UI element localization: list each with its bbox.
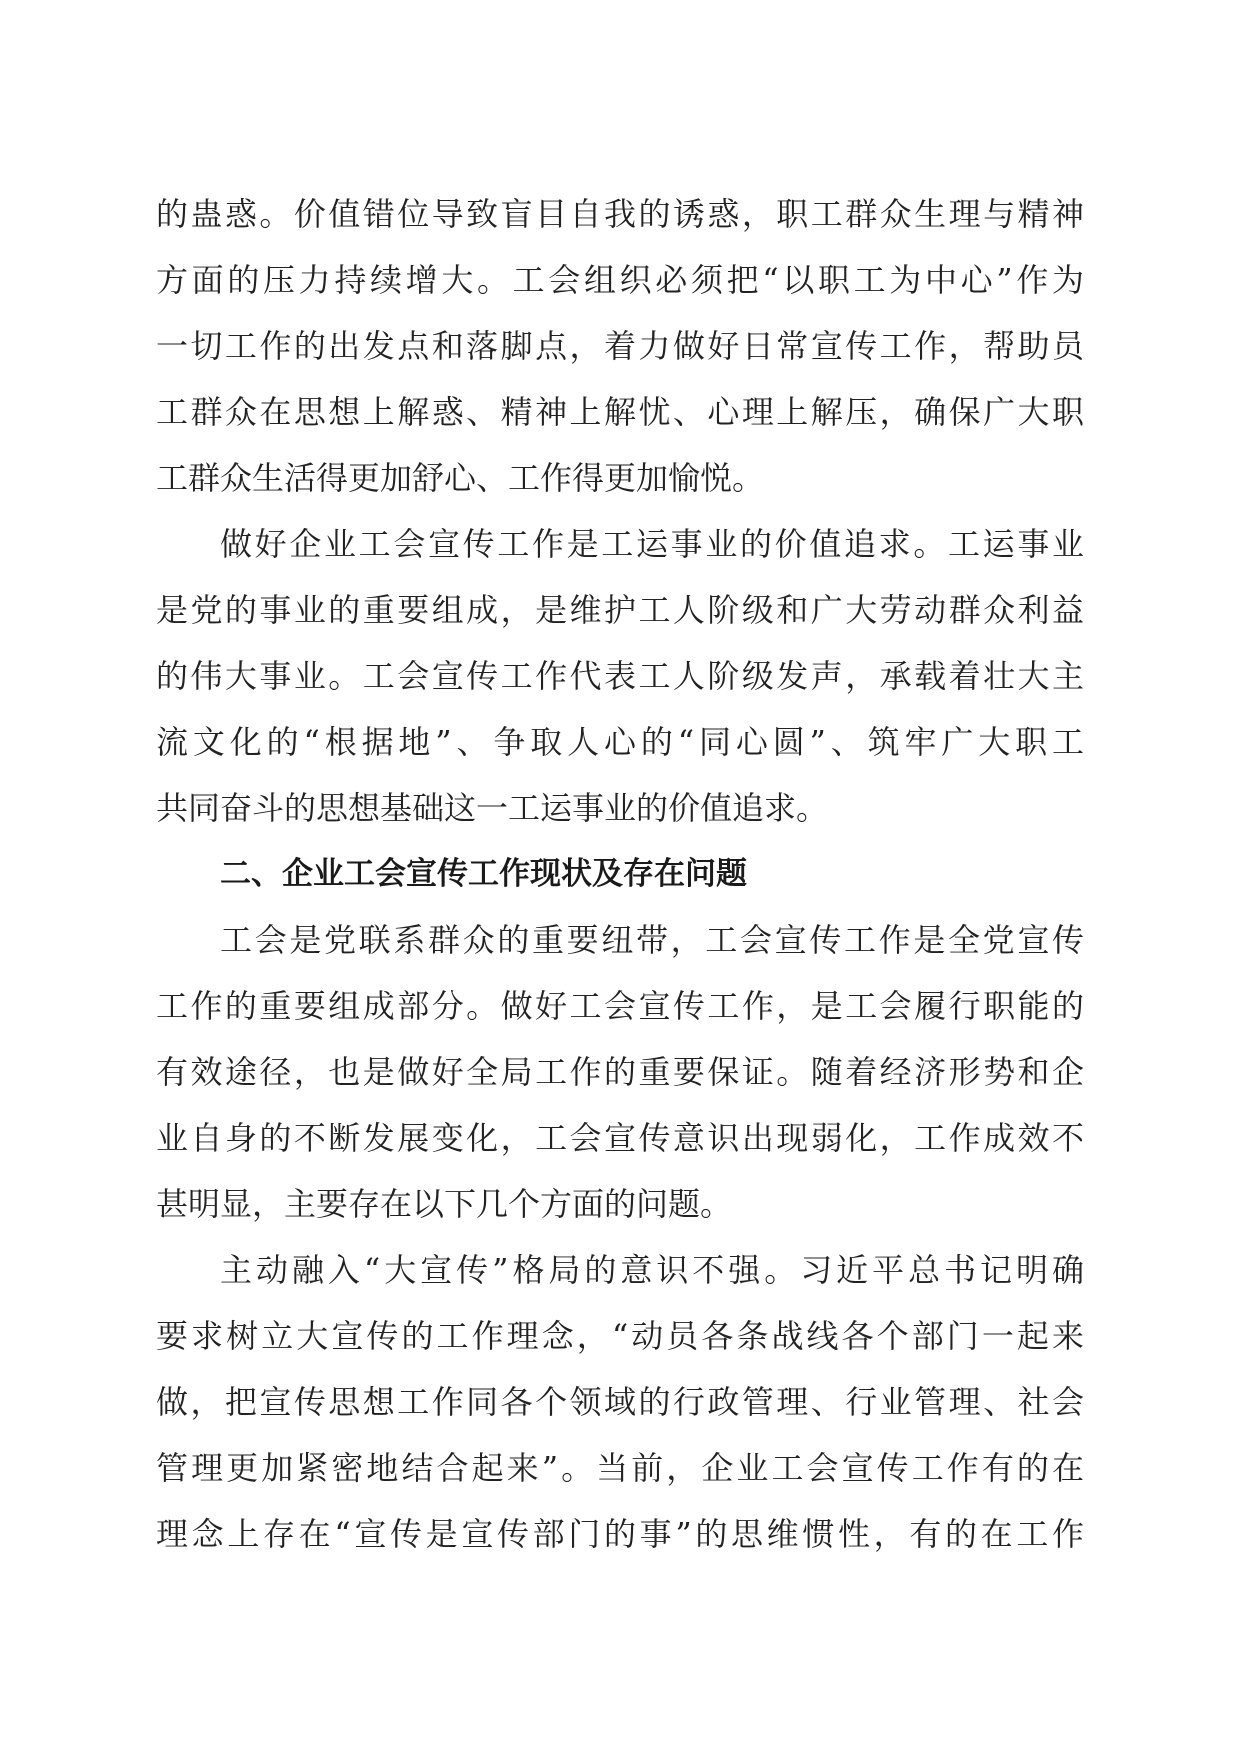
paragraph-4 [156,1237,1084,1567]
paragraph-line: 业自身的不断发展变化，工会宣传意识出现弱化，工作成效不 [156,1119,1084,1157]
section-heading: 二、企业工会宣传工作现状及存在问题 [220,856,747,892]
paragraph-line: 甚明显，主要存在以下几个方面的问题。 [156,1185,733,1223]
paragraph-line: 要求树立大宣传的工作理念，“动员各条战线各个部门一起来 [156,1317,1084,1355]
paragraph-line: 工群众在思想上解惑、精神上解忧、心理上解压，确保广大职 [156,393,1084,431]
paragraph-1 [156,181,1084,511]
paragraph-line: 的伟大事业。工会宣传工作代表工人阶级发声，承载着壮大主 [156,657,1084,695]
paragraph-line: 有效途径，也是做好全局工作的重要保证。随着经济形势和企 [156,1053,1084,1091]
document-body [156,181,1084,1567]
paragraph-3 [156,907,1084,1237]
paragraph-2 [156,511,1084,841]
paragraph-line: 流文化的“根据地”、争取人心的“同心圆”、筑牢广大职工 [156,723,1084,761]
paragraph-line: 工会是党联系群众的重要纽带，工会宣传工作是全党宣传 [220,921,1084,959]
paragraph-line: 一切工作的出发点和落脚点，着力做好日常宣传工作，帮助员 [156,327,1084,365]
paragraph-line: 做好企业工会宣传工作是工运事业的价值追求。工运事业 [220,525,1084,563]
paragraph-line: 是党的事业的重要组成，是维护工人阶级和广大劳动群众利益 [156,591,1084,629]
paragraph-line: 主动融入“大宣传”格局的意识不强。习近平总书记明确 [220,1251,1084,1289]
paragraph-line: 理念上存在“宣传是宣传部门的事”的思维惯性，有的在工作 [156,1515,1084,1553]
paragraph-line: 做，把宣传思想工作同各个领域的行政管理、行业管理、社会 [156,1383,1084,1421]
paragraph-line: 的蛊惑。价值错位导致盲目自我的诱惑，职工群众生理与精神 [156,195,1084,233]
paragraph-line: 方面的压力持续增大。工会组织必须把“以职工为中心”作为 [156,261,1084,299]
paragraph-line: 管理更加紧密地结合起来”。当前，企业工会宣传工作有的在 [156,1449,1084,1487]
paragraph-line: 工作的重要组成部分。做好工会宣传工作，是工会履行职能的 [156,987,1084,1025]
paragraph-line: 共同奋斗的思想基础这一工运事业的价值追求。 [156,789,829,827]
paragraph-line: 工群众生活得更加舒心、工作得更加愉悦。 [156,459,765,497]
